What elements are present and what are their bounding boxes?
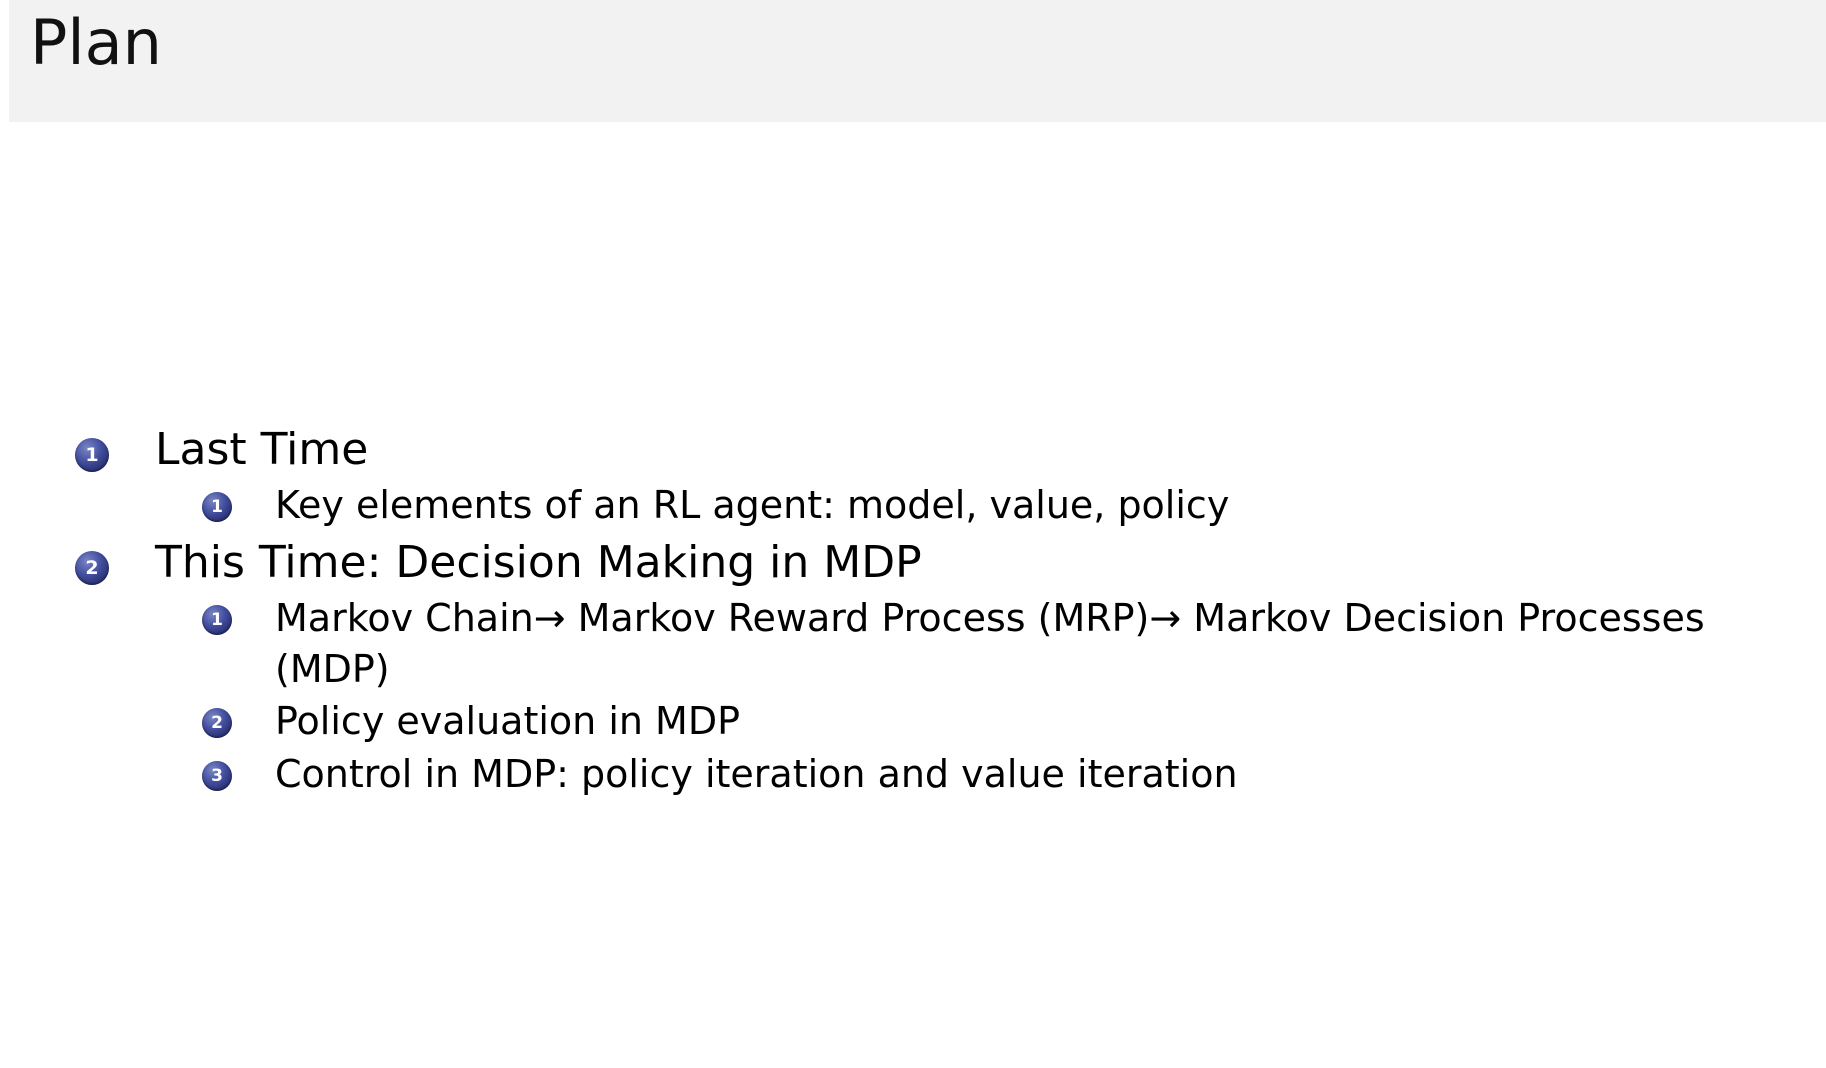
bullet-number-icon: 2 bbox=[202, 708, 232, 738]
outline-level-2 bbox=[202, 480, 1815, 531]
page-title: Plan bbox=[30, 6, 162, 79]
list-item bbox=[202, 480, 1815, 531]
slide-title-bar bbox=[0, 0, 1826, 122]
list-item bbox=[202, 593, 1815, 694]
title-bar-left-edge bbox=[0, 0, 9, 122]
outline-subitem-label: Control in MDP: policy iteration and value iteration bbox=[275, 751, 1238, 796]
outline-list bbox=[75, 422, 1815, 803]
list-item bbox=[75, 422, 1815, 531]
slide-body bbox=[0, 122, 1826, 1068]
outline-subitem-label: Policy evaluation in MDP bbox=[275, 699, 741, 744]
outline-level-1 bbox=[75, 422, 1815, 799]
outline-subitem-label: Key elements of an RL agent: model, value, policy bbox=[275, 483, 1230, 528]
bullet-number-icon: 1 bbox=[75, 438, 109, 472]
bullet-number-icon: 2 bbox=[75, 551, 109, 585]
list-item bbox=[75, 535, 1815, 799]
outline-subitem-label: Markov Chain→ Markov Reward Process (MRP)→ Markov Decision Processes (MDP) bbox=[275, 596, 1705, 691]
outline-item-label: This Time: Decision Making in MDP bbox=[155, 536, 922, 588]
bullet-number-icon: 3 bbox=[202, 761, 232, 791]
bullet-number-icon: 1 bbox=[202, 492, 232, 522]
bullet-number-icon: 1 bbox=[202, 605, 232, 635]
list-item bbox=[202, 749, 1815, 800]
list-item bbox=[202, 696, 1815, 747]
outline-level-2 bbox=[202, 593, 1815, 799]
outline-item-label: Last Time bbox=[155, 424, 369, 475]
